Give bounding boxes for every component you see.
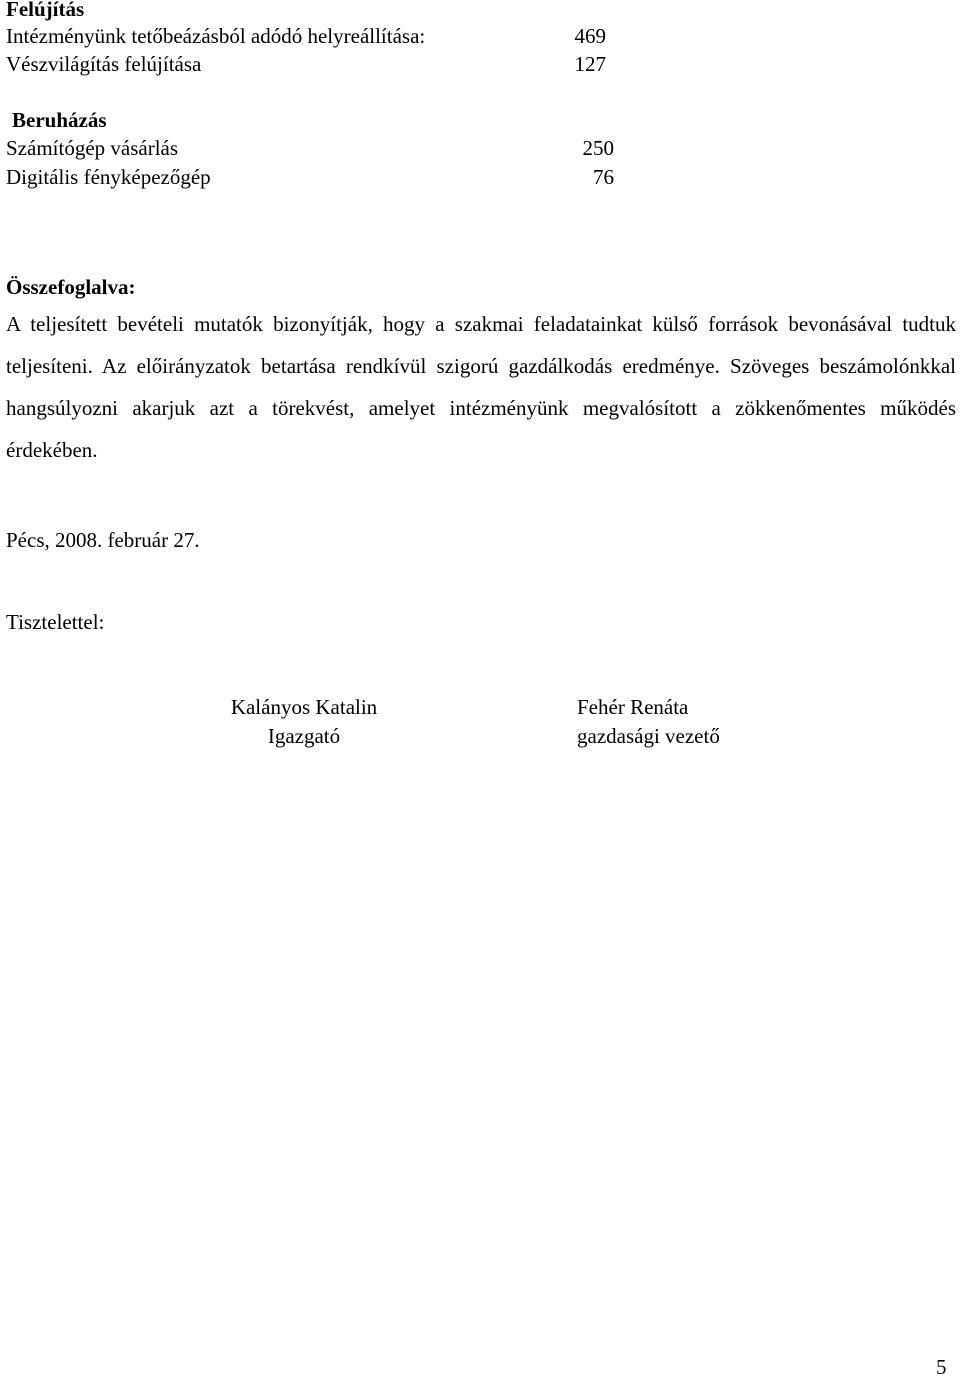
line-item-amount: 127 <box>574 52 606 76</box>
summary-paragraph: A teljesített bevételi mutatók bizonyítják, hogy a szakmai feladatainkat külső források bevonásával tudtuk teljesíteni. Az előirányzatok betartása rendkívül szigorú gazdálkodás eredménye. Szöveges beszámolónkkal hangsúlyozni akarjuk azt a törekvést, amelyet intézményünk megvalósított a zökkenőmentes működés érdekében. <box>6 312 956 462</box>
closing-salutation: Tisztelettel: <box>6 610 105 634</box>
signature-block-finance <box>577 693 720 751</box>
section-heading-felujitas: Felújítás <box>6 0 85 21</box>
signatory-name: Fehér Renáta <box>577 695 689 719</box>
line-item-label: Számítógép vásárlás <box>6 136 179 160</box>
line-item-amount: 250 <box>582 136 614 160</box>
section-heading-beruhazas: Beruházás <box>12 108 107 132</box>
signatory-title: Igazgató <box>267 724 341 748</box>
page-number: 5 <box>936 1355 947 1379</box>
place-date: Pécs, 2008. február 27. <box>6 528 200 552</box>
line-item-label: Vészvilágítás felújítása <box>6 52 202 76</box>
line-item-amount: 469 <box>574 24 606 48</box>
line-item-amount: 76 <box>593 165 614 189</box>
signatory-title: gazdasági vezető <box>577 724 720 748</box>
line-item-label: Digitális fényképezőgép <box>6 165 211 189</box>
signature-block-director <box>214 693 394 751</box>
line-item-label: Intézményünk tetőbeázásból adódó helyreállítása: <box>6 24 426 48</box>
summary-heading: Összefoglalva: <box>6 275 136 299</box>
signatory-name: Kalányos Katalin <box>230 695 378 719</box>
